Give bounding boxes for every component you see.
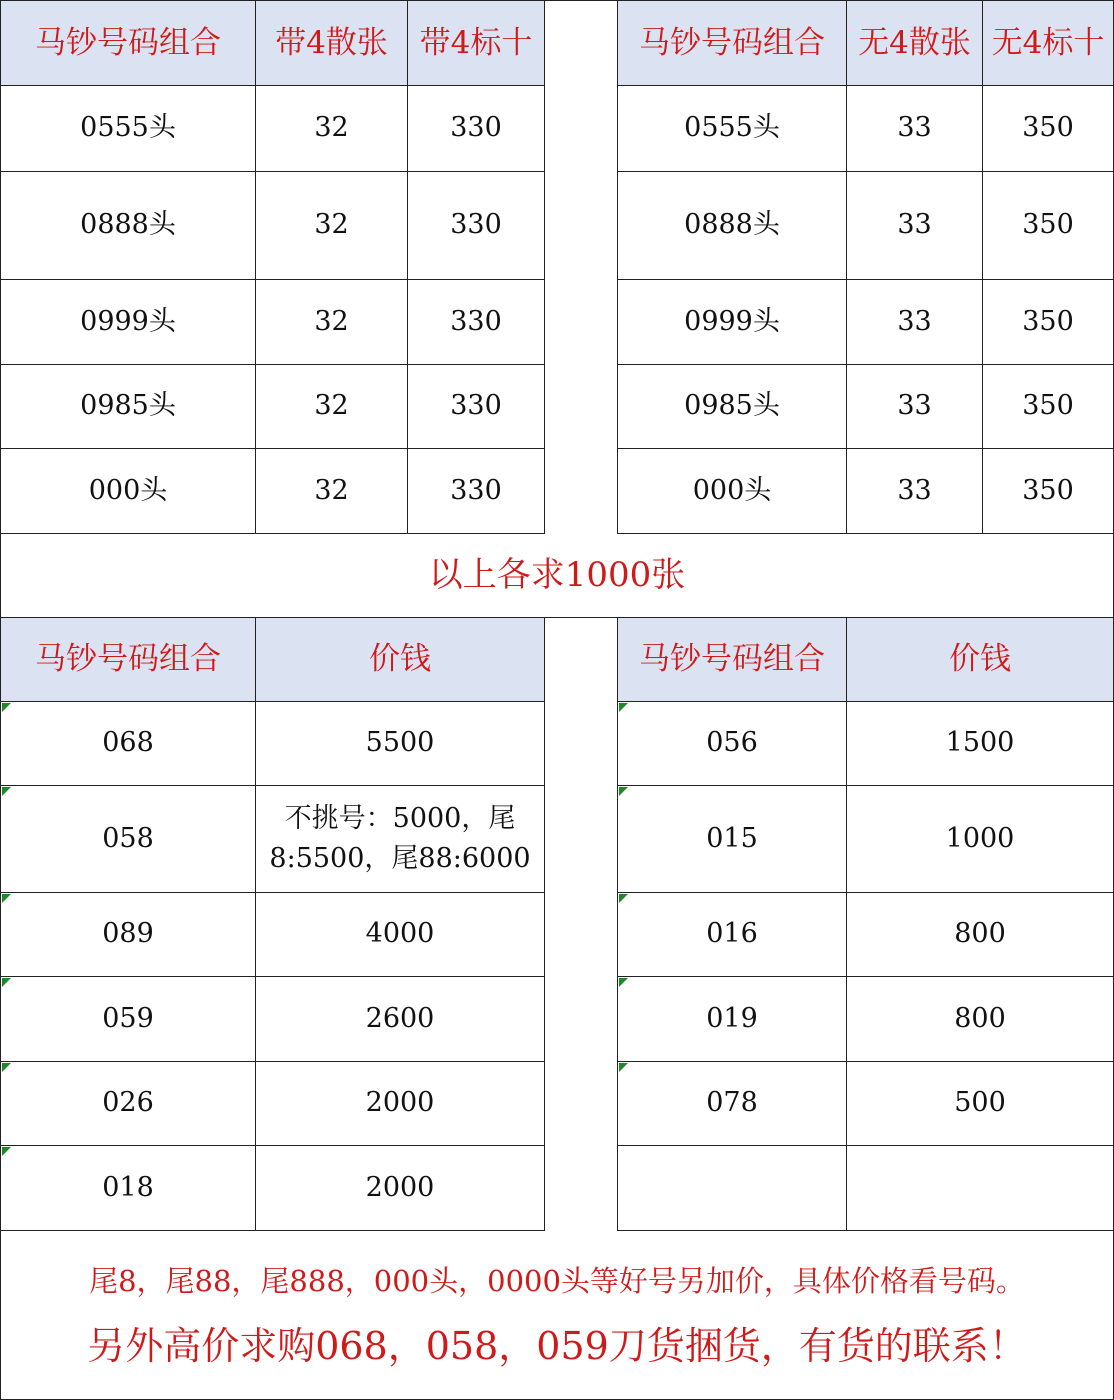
bottom-left-header-combo: 马钞号码组合 [0,618,256,702]
table-cell: 500 [847,1062,1114,1146]
table-cell: 32 [256,172,408,280]
top-right-header-combo: 马钞号码组合 [617,0,847,86]
table-cell: 350 [983,86,1114,172]
table-cell: 078 [617,1062,847,1146]
table-cell: 33 [847,365,983,449]
table-cell: 015 [617,786,847,893]
table-cell: 056 [617,702,847,786]
table-cell: 32 [256,280,408,365]
table-cell: 2000 [256,1146,545,1231]
table-cell: 350 [983,449,1114,534]
table-cell: 33 [847,172,983,280]
top-right-header-ten: 无4标十 [983,0,1114,86]
table-cell: 330 [408,449,545,534]
table-cell: 32 [256,365,408,449]
top-left-header-loose: 带4散张 [256,0,408,86]
table-cell: 068 [0,702,256,786]
table-cell: 089 [0,893,256,977]
table-cell: 0555头 [617,86,847,172]
table-cell: 058 [0,786,256,893]
table-cell: 000头 [617,449,847,534]
footer-note: 尾8，尾88，尾888，000头，0000头等好号另加价，具体价格看号码。 [89,1264,1025,1298]
top-left-header-ten: 带4标十 [408,0,545,86]
table-cell: 0888头 [0,172,256,280]
table-cell: 33 [847,86,983,172]
table-cell: 016 [617,893,847,977]
middle-note: 以上各求1000张 [0,534,1114,618]
table-cell: 33 [847,449,983,534]
table-cell: 800 [847,977,1114,1062]
table-cell-empty [847,1146,1114,1231]
footer-wanted: 另外高价求购068，058，059刀货捆货，有货的联系！ [87,1324,1027,1368]
table-cell: 32 [256,86,408,172]
table-cell: 350 [983,365,1114,449]
top-left-header-combo: 马钞号码组合 [0,0,256,86]
table-cell: 330 [408,365,545,449]
table-cell: 0888头 [617,172,847,280]
table-cell: 1000 [847,786,1114,893]
bottom-right-header-combo: 马钞号码组合 [617,618,847,702]
table-cell: 0555头 [0,86,256,172]
footer [0,1231,1114,1400]
table-cell: 330 [408,86,545,172]
table-cell-empty [617,1146,847,1231]
table-cell: 不挑号：5000，尾8:5500，尾88:6000 [256,786,545,893]
table-cell: 350 [983,172,1114,280]
bottom-left-header-price: 价钱 [256,618,545,702]
bottom-right-header-price: 价钱 [847,618,1114,702]
table-cell: 0999头 [0,280,256,365]
table-cell: 33 [847,280,983,365]
table-cell: 0985头 [0,365,256,449]
table-cell: 000头 [0,449,256,534]
table-cell: 800 [847,893,1114,977]
table-cell: 4000 [256,893,545,977]
top-right-header-loose: 无4散张 [847,0,983,86]
table-cell: 0985头 [617,365,847,449]
table-cell: 350 [983,280,1114,365]
table-cell: 026 [0,1062,256,1146]
table-cell: 1500 [847,702,1114,786]
table-cell: 2000 [256,1062,545,1146]
table-cell: 019 [617,977,847,1062]
table-cell: 059 [0,977,256,1062]
table-cell: 0999头 [617,280,847,365]
table-cell: 32 [256,449,408,534]
table-cell: 330 [408,172,545,280]
table-cell: 5500 [256,702,545,786]
table-cell: 2600 [256,977,545,1062]
table-cell: 330 [408,280,545,365]
table-cell: 018 [0,1146,256,1231]
